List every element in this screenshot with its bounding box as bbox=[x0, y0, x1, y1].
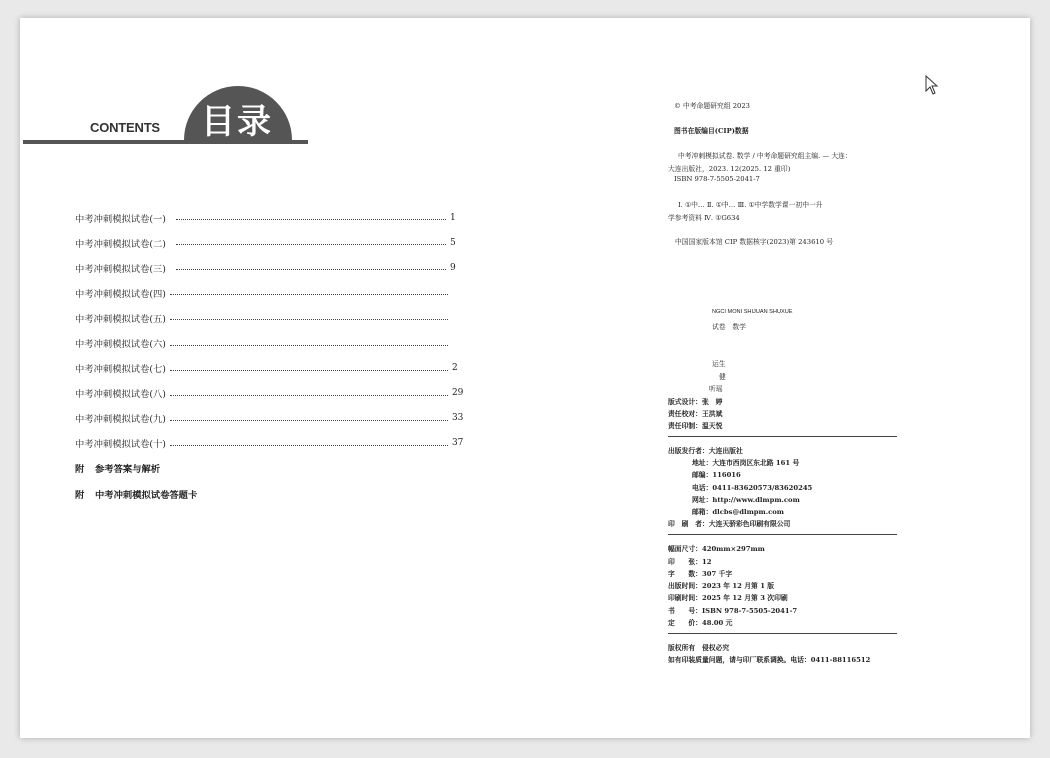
divider bbox=[668, 436, 897, 437]
classification-line-2: 学参考资料 Ⅳ. ①G634 bbox=[668, 214, 740, 222]
toc-item-7[interactable] bbox=[75, 356, 475, 381]
quality-notice: 如有印装质量问题，请与印厂联系调换。电话：0411-88116512 bbox=[668, 656, 871, 664]
publisher-postcode: 邮编：116016 bbox=[692, 471, 741, 479]
mouse-cursor-icon bbox=[925, 75, 941, 97]
cip-isbn: ISBN 978-7-5505-2041-7 bbox=[674, 175, 760, 183]
appendix-prefix: 附 bbox=[75, 489, 85, 501]
toc-item-page: 1 bbox=[449, 212, 456, 223]
contents-header bbox=[23, 86, 308, 148]
toc-item-label: 中考冲刺模拟试卷(一) bbox=[75, 213, 166, 225]
spec-print-time: 印刷时间：2025 年 12 月第 3 次印刷 bbox=[668, 594, 788, 602]
toc-item-page: 37 bbox=[451, 438, 464, 449]
toc-item-page: 33 bbox=[451, 413, 464, 424]
printer: 印 刷 者：大连天骄彩色印刷有限公司 bbox=[668, 520, 791, 528]
spec-sheets: 印 张：12 bbox=[668, 558, 712, 566]
toc-item-2[interactable] bbox=[75, 230, 475, 255]
toc-leader bbox=[176, 243, 446, 245]
publisher-address: 地址：大连市西岗区东北路 161 号 bbox=[692, 459, 800, 467]
toc-item-label: 中考冲刺模拟试卷(八) bbox=[75, 389, 166, 401]
toc-leader bbox=[170, 369, 448, 371]
contents-label: CONTENTS bbox=[90, 120, 160, 135]
spec-book-no: 书 号：ISBN 978-7-5505-2041-7 bbox=[668, 607, 798, 615]
cip-number: 中国国家版本馆 CIP 数据核字(2023)第 243610 号 bbox=[675, 238, 834, 246]
publisher-website: 网址：http://www.dlmpm.com bbox=[692, 496, 800, 504]
pinyin-title: NGCI MONI SHIJUAN SHUXUE bbox=[712, 309, 793, 315]
table-of-contents bbox=[75, 205, 475, 506]
toc-item-label: 中考冲刺模拟试卷(六) bbox=[75, 339, 166, 351]
spec-price: 定 价：48.00 元 bbox=[668, 619, 733, 627]
toc-appendix-answer-sheet[interactable] bbox=[75, 481, 475, 506]
toc-leader bbox=[170, 444, 448, 446]
toc-item-8[interactable] bbox=[75, 381, 475, 406]
divider bbox=[668, 633, 897, 634]
cip-heading: 图书在版编目(CIP)数据 bbox=[674, 127, 749, 135]
spec-words: 字 数：307 千字 bbox=[668, 570, 733, 578]
toc-item-label: 中考冲刺模拟试卷(四) bbox=[75, 288, 166, 300]
proofreader: 责任校对：王洪斌 bbox=[668, 410, 723, 418]
toc-item-label: 中考冲刺模拟试卷(九) bbox=[75, 414, 166, 426]
page-title: 目录 bbox=[201, 102, 273, 142]
toc-item-page: 9 bbox=[449, 262, 456, 273]
layout-designer: 版式设计：张 婷 bbox=[668, 398, 723, 406]
toc-leader bbox=[176, 268, 446, 270]
classification-line-1: Ⅰ. ①中… Ⅱ. ①中… Ⅲ. ①中学数学课一初中一升 bbox=[678, 201, 823, 209]
toc-item-label: 中考冲刺模拟试卷(二) bbox=[75, 238, 166, 250]
toc-item-9[interactable] bbox=[75, 406, 475, 431]
toc-item-6[interactable] bbox=[75, 330, 475, 355]
toc-leader bbox=[176, 218, 446, 220]
toc-leader bbox=[170, 419, 448, 421]
toc-item-page: 5 bbox=[449, 237, 456, 248]
toc-item-label: 中考冲刺模拟试卷(七) bbox=[75, 364, 166, 376]
staff-fragment-2: 健 bbox=[719, 373, 726, 381]
toc-leader bbox=[170, 293, 448, 295]
toc-leader bbox=[170, 394, 448, 396]
toc-item-5[interactable] bbox=[75, 305, 475, 330]
toc-leader bbox=[170, 318, 448, 320]
toc-leader bbox=[170, 344, 448, 346]
spec-pub-time: 出版时间：2023 年 12 月第 1 版 bbox=[668, 582, 775, 590]
toc-item-1[interactable] bbox=[75, 205, 475, 230]
toc-item-label: 中考冲刺模拟试卷(三) bbox=[75, 263, 166, 275]
toc-item-10[interactable] bbox=[75, 431, 475, 456]
publisher-issuer: 出版发行者：大连出版社 bbox=[668, 447, 743, 455]
toc-item-page: 2 bbox=[451, 363, 458, 374]
cip-line-2: 大连出版社，2023. 12(2025. 12 重印) bbox=[668, 165, 791, 173]
cip-line-1: 中考冲刺模拟试卷. 数学 / 中考命题研究组主编. — 大连： bbox=[678, 152, 852, 160]
title-fragment: 试卷 数学 bbox=[712, 323, 746, 331]
toc-item-3[interactable] bbox=[75, 255, 475, 280]
appendix-prefix: 附 bbox=[75, 464, 85, 476]
toc-item-label: 中考冲刺模拟试卷(十) bbox=[75, 439, 166, 451]
toc-item-4[interactable] bbox=[75, 280, 475, 305]
appendix-label: 参考答案与解析 bbox=[95, 464, 161, 476]
divider bbox=[668, 534, 897, 535]
toc-item-page: 29 bbox=[451, 388, 464, 399]
print-manager: 责任印制：温天悦 bbox=[668, 422, 723, 430]
staff-fragment-3: 听瑶 bbox=[709, 385, 723, 393]
toc-item-label: 中考冲刺模拟试卷(五) bbox=[75, 313, 166, 325]
document-page bbox=[20, 18, 1030, 738]
staff-fragment-1: 运生 bbox=[712, 360, 726, 368]
rights-reserved: 版权所有 侵权必究 bbox=[668, 644, 730, 652]
publisher-email: 邮箱：dlcbs@dlmpm.com bbox=[692, 508, 784, 516]
spec-size: 幅面尺寸：420mm×297mm bbox=[668, 545, 765, 553]
appendix-label: 中考冲刺模拟试卷答题卡 bbox=[95, 489, 198, 501]
publisher-phone: 电话：0411-83620573/83620245 bbox=[692, 484, 813, 492]
copyright-owner: © 中考命题研究组 2023 bbox=[674, 102, 750, 110]
toc-appendix-answers[interactable] bbox=[75, 456, 475, 481]
